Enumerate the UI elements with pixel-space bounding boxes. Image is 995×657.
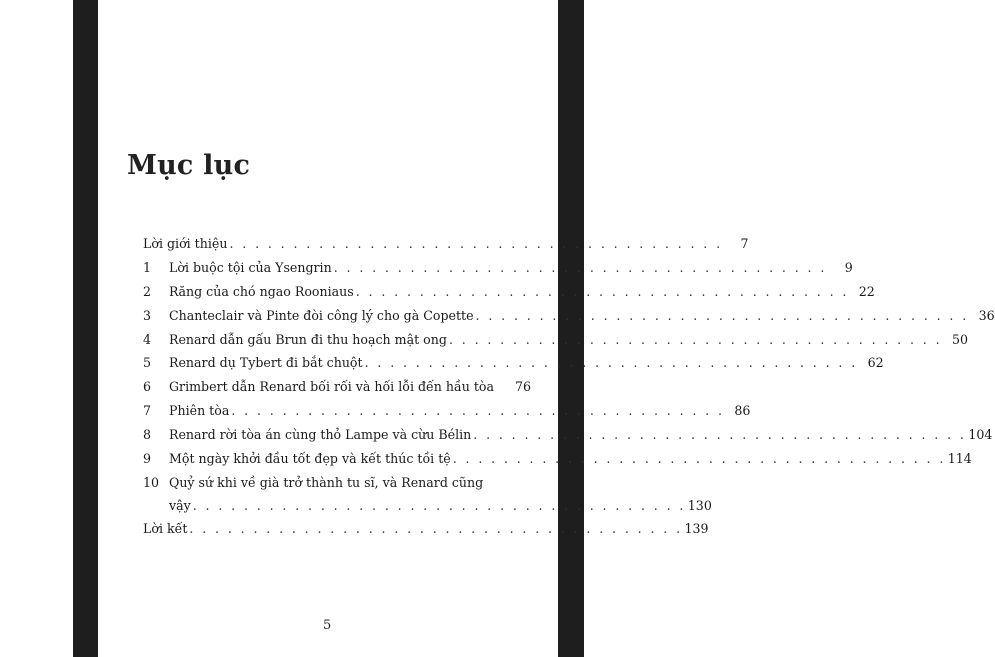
chapter-number: 3 bbox=[143, 307, 152, 323]
chapter-number: 9 bbox=[143, 451, 152, 466]
leader-dots: . . . . . . . . . . . . . . . . . . . . . . . . . . . . . . . . . . . . . . . bbox=[452, 451, 946, 466]
toc-page-number: 139 bbox=[684, 520, 709, 536]
toc-label: Lời buộc tội của Ysengrin bbox=[169, 259, 332, 275]
chapter-number: 8 bbox=[143, 427, 152, 443]
leader-dots: . . . . . . . . . . . . . . . . . . . . . . . . . . . . . . . . . . . . . . . bbox=[448, 331, 942, 347]
chapter-number: 6 bbox=[143, 379, 152, 395]
toc-label: Lời kết bbox=[143, 520, 188, 536]
toc-entry[interactable] bbox=[143, 517, 709, 541]
toc-page-number: 76 bbox=[514, 379, 531, 395]
toc-entry[interactable] bbox=[143, 304, 995, 328]
toc-page-number: 62 bbox=[867, 355, 884, 371]
toc-entry-first-line bbox=[143, 471, 531, 495]
toc-entry[interactable] bbox=[143, 328, 968, 352]
toc-label: Một ngày khởi đầu tốt đẹp và kết thúc tồi tệ bbox=[169, 451, 451, 466]
book-page bbox=[98, 0, 995, 657]
leader-dots: . . . . . . . . . . . . . . . . . . . . . . . . . . . . . . . . . . . . . . . bbox=[231, 403, 725, 419]
leader-dots: . . . . . . . . . . . . . . . . . . . . . . . . . . . . . . . . . . . . . . . bbox=[473, 427, 967, 443]
page-title: Mục lục bbox=[127, 150, 251, 181]
chapter-number: 10 bbox=[143, 474, 160, 490]
toc-entry[interactable] bbox=[143, 232, 749, 256]
leader-dots: . . . . . . . . . . . . . . . . . . . . . . . . . . . . . . . . . . . . . . . bbox=[355, 283, 849, 299]
chapter-number: 2 bbox=[143, 283, 152, 299]
toc-label: Chanteclair và Pinte đòi công lý cho gà Copette bbox=[169, 307, 474, 323]
toc-page-number: 86 bbox=[734, 403, 751, 419]
toc-page-number: 104 bbox=[968, 427, 993, 443]
toc-label: Răng của chó ngao Rooniaus bbox=[169, 283, 354, 299]
toc-label-continuation: vậy bbox=[169, 497, 191, 513]
chapter-number: 7 bbox=[143, 403, 152, 419]
toc-entry[interactable] bbox=[143, 423, 993, 447]
toc-entry[interactable] bbox=[143, 256, 853, 280]
toc-page-number: 50 bbox=[951, 331, 968, 347]
chapter-number: 1 bbox=[143, 259, 152, 275]
toc-label: Quỷ sứ khi về già trở thành tu sĩ, và Renard cũng bbox=[169, 474, 484, 490]
toc-page-number: 114 bbox=[947, 451, 972, 466]
toc-entry[interactable] bbox=[143, 399, 751, 423]
toc-label: Renard dụ Tybert đi bắt chuột bbox=[169, 355, 363, 371]
toc-page-number: 22 bbox=[858, 283, 875, 299]
toc-entry[interactable] bbox=[143, 280, 875, 304]
toc-entry-second-line bbox=[143, 495, 712, 517]
toc-label: Lời giới thiệu bbox=[143, 235, 228, 251]
toc-entry[interactable] bbox=[143, 471, 712, 517]
toc-label: Grimbert dẫn Renard bối rối và hối lỗi đến hầu tòa bbox=[169, 379, 494, 395]
toc-page-number: 36 bbox=[978, 307, 995, 323]
toc-label: Phiên tòa bbox=[169, 403, 230, 419]
chapter-number: 4 bbox=[143, 331, 152, 347]
toc-label: Renard dẫn gấu Brun đi thu hoạch mật ong bbox=[169, 331, 447, 347]
left-dark-border bbox=[73, 0, 98, 657]
toc-entry[interactable] bbox=[143, 351, 884, 375]
toc-page-number: 130 bbox=[687, 497, 712, 513]
toc-entry[interactable] bbox=[143, 375, 531, 399]
leader-dots: . . . . . . . . . . . . . . . . . . . . . . . . . . . . . . . . . . . . . . . bbox=[475, 307, 969, 323]
toc-page-number: 9 bbox=[844, 259, 853, 275]
leader-dots: . . . . . . . . . . . . . . . . . . . . . . . . . . . . . . . . . . . . . . . bbox=[189, 520, 683, 536]
leader-dots: . . . . . . . . . . . . . . . . . . . . . . . . . . . . . . . . . . . . . . . bbox=[333, 259, 827, 275]
toc-label: Renard rời tòa án cùng thỏ Lampe và cừu Bélin bbox=[169, 427, 472, 443]
leader-dots: . . . . . . . . . . . . . . . . . . . . . . . . . . . . . . . . . . . . . . . bbox=[229, 235, 723, 251]
leader-dots: . . . . . . . . . . . . . . . . . . . . . . . . . . . . . . . . . . . . . . . bbox=[364, 355, 858, 371]
toc-entry[interactable] bbox=[143, 447, 972, 471]
page-folio-number: 5 bbox=[323, 618, 332, 633]
table-of-contents bbox=[143, 232, 995, 541]
toc-page-number: 7 bbox=[740, 235, 749, 251]
chapter-number: 5 bbox=[143, 355, 152, 371]
leader-dots: . . . . . . . . . . . . . . . . . . . . . . . . . . . . . . . . . . . . . . . bbox=[192, 497, 686, 513]
